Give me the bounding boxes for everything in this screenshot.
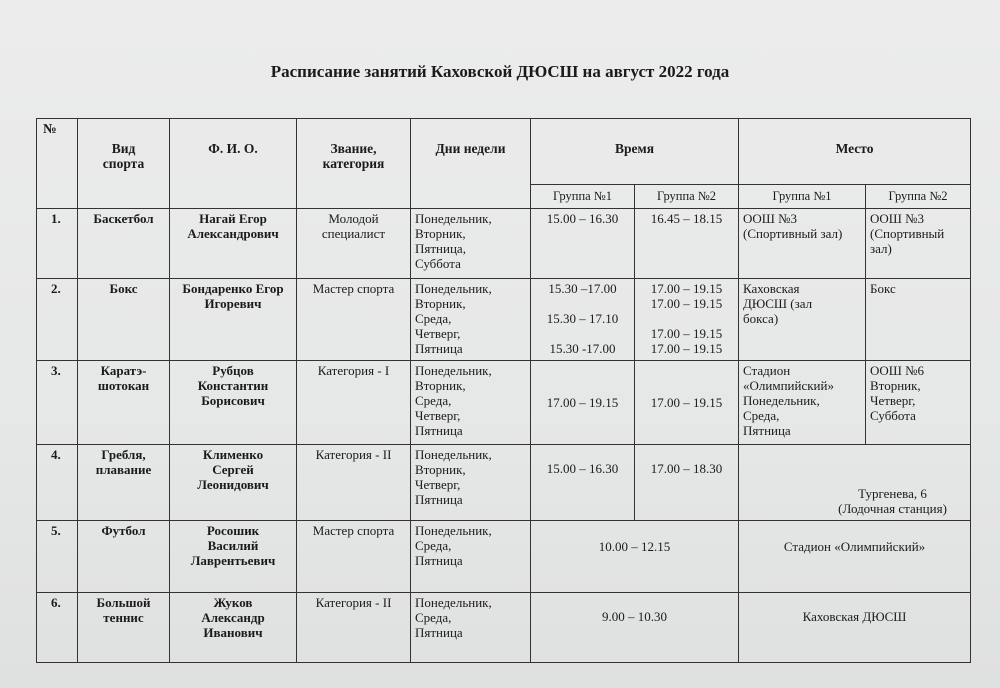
header-sport: Вид спорта — [78, 119, 170, 209]
sport-cell: Футбол — [78, 521, 170, 593]
row-num: 4. — [37, 445, 78, 521]
header-time-group1: Группа №1 — [531, 185, 635, 209]
fio-cell: Росошик Василий Лаврентьевич — [170, 521, 297, 593]
time-cell: 9.00 – 10.30 — [531, 593, 739, 663]
table-row — [37, 209, 971, 279]
header-num: № — [37, 119, 78, 209]
header-time-group2: Группа №2 — [635, 185, 739, 209]
fio-cell: Жуков Александр Иванович — [170, 593, 297, 663]
place-group1-cell: ООШ №3 (Спортивный зал) — [739, 209, 866, 279]
rank-cell: Категория - II — [297, 593, 411, 663]
row-num: 2. — [37, 279, 78, 361]
fio-cell: Клименко Сергей Леонидович — [170, 445, 297, 521]
fio-cell: Нагай Егор Александрович — [170, 209, 297, 279]
sport-cell: Баскетбол — [78, 209, 170, 279]
time-group1-cell: 17.00 – 19.15 — [531, 361, 635, 445]
time-group2-cell: 17.00 – 18.30 — [635, 445, 739, 521]
time-group1-cell: 15.30 –17.00 15.30 – 17.10 15.30 -17.00 — [531, 279, 635, 361]
fio-cell: Бондаренко Егор Игоревич — [170, 279, 297, 361]
rank-cell: Мастер спорта — [297, 521, 411, 593]
sport-cell: Гребля, плавание — [78, 445, 170, 521]
time-group2-cell: 17.00 – 19.15 17.00 – 19.15 17.00 – 19.15 17.00 – 19.15 — [635, 279, 739, 361]
header-place-group1: Группа №1 — [739, 185, 866, 209]
place-cell: Стадион «Олимпийский» — [739, 521, 971, 593]
schedule-table — [36, 118, 971, 663]
header-days: Дни недели — [411, 119, 531, 209]
header-row — [37, 119, 971, 185]
time-group1-cell: 15.00 – 16.30 — [531, 209, 635, 279]
rank-cell: Мастер спорта — [297, 279, 411, 361]
header-place-group2: Группа №2 — [866, 185, 971, 209]
time-cell: 10.00 – 12.15 — [531, 521, 739, 593]
table-row — [37, 521, 971, 593]
sport-cell: Большой теннис — [78, 593, 170, 663]
time-group2-cell: 16.45 – 18.15 — [635, 209, 739, 279]
table-row — [37, 361, 971, 445]
table-row — [37, 593, 971, 663]
place-group2-cell: ООШ №6 Вторник, Четверг, Суббота — [866, 361, 971, 445]
days-cell: Понедельник, Вторник, Четверг, Пятница — [411, 445, 531, 521]
header-rank: Звание, категория — [297, 119, 411, 209]
time-group1-cell: 15.00 – 16.30 — [531, 445, 635, 521]
row-num: 6. — [37, 593, 78, 663]
row-num: 3. — [37, 361, 78, 445]
rank-cell: Категория - II — [297, 445, 411, 521]
place-cell: Каховская ДЮСШ — [739, 593, 971, 663]
place-group1-cell: Каховская ДЮСШ (зал бокса) — [739, 279, 866, 361]
row-num: 1. — [37, 209, 78, 279]
page-title: Расписание занятий Каховской ДЮСШ на август 2022 года — [270, 62, 730, 81]
header-fio: Ф. И. О. — [170, 119, 297, 209]
time-group2-cell: 17.00 – 19.15 — [635, 361, 739, 445]
place-cell: Тургенева, 6 (Лодочная станция) — [739, 445, 971, 521]
sport-cell: Бокс — [78, 279, 170, 361]
table-row — [37, 279, 971, 361]
days-cell: Понедельник, Среда, Пятница — [411, 521, 531, 593]
place-group2-cell: ООШ №3 (Спортивный зал) — [866, 209, 971, 279]
rank-cell: Категория - I — [297, 361, 411, 445]
rank-cell: Молодой специалист — [297, 209, 411, 279]
sport-cell: Каратэ- шотокан — [78, 361, 170, 445]
header-time: Время — [531, 119, 739, 185]
header-place: Место — [739, 119, 971, 185]
table-row — [37, 445, 971, 521]
place-group2-cell: Бокс — [866, 279, 971, 361]
row-num: 5. — [37, 521, 78, 593]
days-cell: Понедельник, Вторник, Среда, Четверг, Пятница — [411, 279, 531, 361]
days-cell: Понедельник, Среда, Пятница — [411, 593, 531, 663]
days-cell: Понедельник, Вторник, Пятница, Суббота — [411, 209, 531, 279]
fio-cell: Рубцов Константин Борисович — [170, 361, 297, 445]
place-group1-cell: Стадион «Олимпийский» Понедельник, Среда, Пятница — [739, 361, 866, 445]
days-cell: Понедельник, Вторник, Среда, Четверг, Пятница — [411, 361, 531, 445]
